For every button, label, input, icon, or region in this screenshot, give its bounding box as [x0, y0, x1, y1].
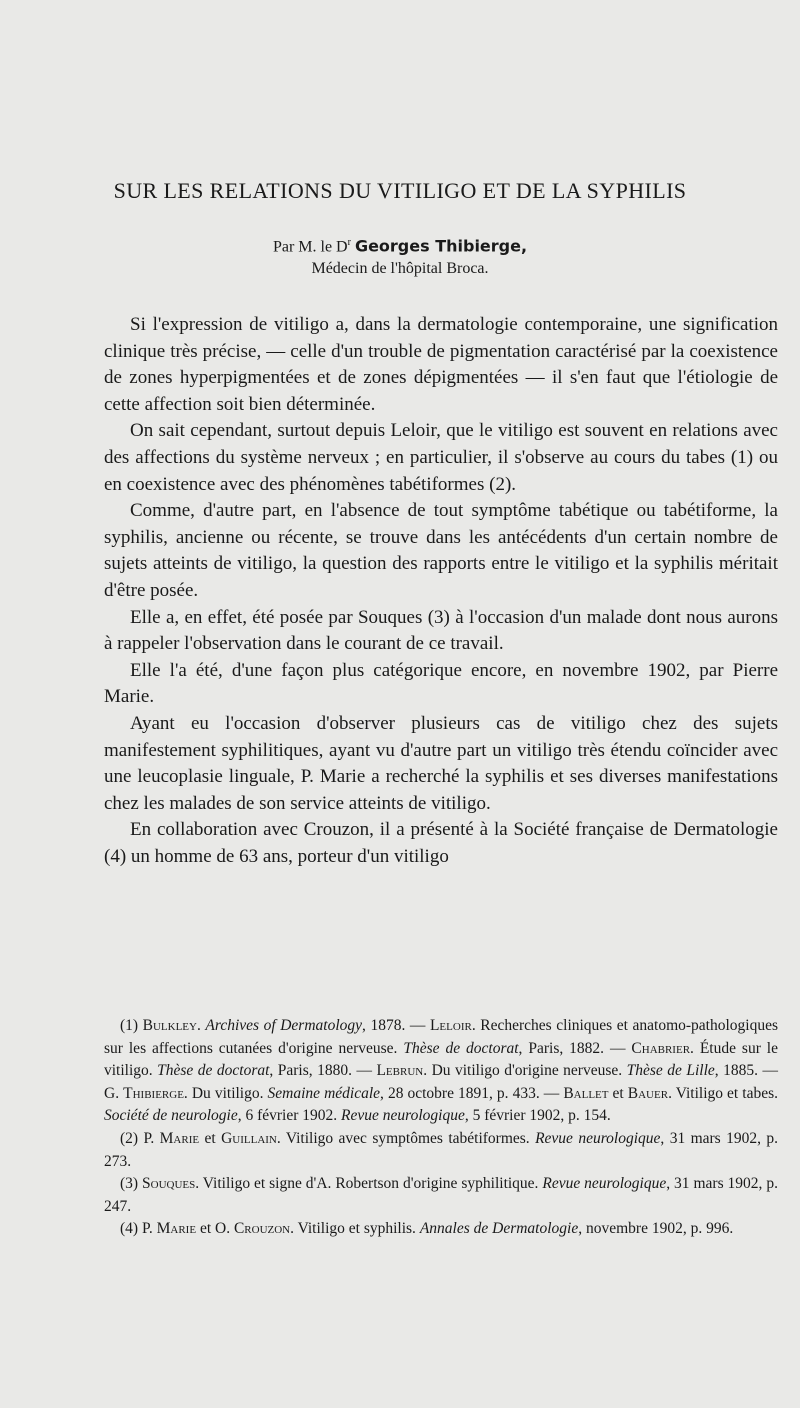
footnote-number: (1): [120, 1017, 143, 1034]
citation-author: Bulkley: [142, 1017, 197, 1034]
citation-author: Lebrun: [376, 1062, 424, 1080]
citation-source: Revue neurologique: [341, 1107, 465, 1125]
footnote-text: , 5 février 1902, p. 154.: [464, 1107, 611, 1125]
article-body: [104, 312, 778, 870]
footnote-number: (2) P.: [120, 1129, 160, 1147]
citation-author: Marie: [156, 1220, 197, 1238]
footnote-text: , Paris, 1882. —: [518, 1039, 632, 1057]
paragraph: Elle l'a été, d'une façon plus catégorique encore, en novembre 1902, par Pierre Marie.: [104, 659, 778, 708]
footnote-text: , 1878. —: [362, 1017, 430, 1034]
footnote-text: . Du vitiligo d'origine nerveuse.: [423, 1062, 627, 1080]
footnote-text: . Du vitiligo.: [183, 1084, 268, 1102]
citation-source: Annales de Dermatologie: [419, 1220, 579, 1238]
footnote-text: , 6 février 1902.: [237, 1107, 342, 1125]
citation-source: Thèse de doctorat: [157, 1062, 270, 1080]
footnote-text: , novembre 1902, p. 996.: [578, 1220, 734, 1238]
footnote-text: et O.: [196, 1220, 234, 1238]
paragraph: En collaboration avec Crouzon, il a présenté à la Société française de Dermatologie (4) un homme de 63 ans, porteur d'un vitiligo: [104, 819, 778, 867]
citation-source: Archives of Dermatology: [205, 1017, 363, 1034]
footnote-text: . Vitiligo et signe d'A. Robertson d'origine syphilitique.: [195, 1175, 543, 1193]
footnote-text: , 1885. — G.: [104, 1062, 779, 1102]
byline-prefix: Par M. le D: [272, 238, 348, 256]
footnote-3: [104, 1173, 778, 1218]
citation-source: Revue neurologique: [535, 1129, 661, 1147]
citation-author: Leloir: [429, 1017, 472, 1034]
paragraph: Comme, d'autre part, en l'absence de tout symptôme tabétique ou tabétiforme, la syphilis, ancienne ou récente, se trouve dans les antécédents d'un certain nombre de sujets atteints de vitiligo, la question des rapports entre le vitiligo et la syphilis méritait d'être posée.: [104, 500, 778, 601]
citation-author: Marie: [159, 1129, 200, 1147]
footnote-text: , 31 mars 1902, p. 247.: [104, 1175, 778, 1215]
footnote-text: et: [608, 1084, 628, 1102]
author-line: [0, 232, 800, 258]
citation-source: Thèse de doctorat: [403, 1039, 519, 1057]
footnote-text: , 31 mars 1902, p. 273.: [104, 1129, 778, 1170]
citation-author: Chabrier: [631, 1039, 691, 1057]
footnote-2: [104, 1128, 778, 1173]
citation-source: Revue neurologique: [542, 1175, 667, 1193]
citation-author: Thibierge: [123, 1084, 184, 1102]
byline-prefix-sup: r: [347, 237, 351, 248]
footnote-text: .: [196, 1017, 206, 1034]
footnote-text: , Paris, 1880. —: [269, 1062, 377, 1080]
footnote-text: . Étude sur le vitiligo.: [104, 1039, 778, 1080]
citation-source: Thèse de Lille: [626, 1062, 715, 1080]
paragraph: Elle a, en effet, été posée par Souques (3) à l'occasion d'un malade dont nous aurons à rappeler l'observation dans le courant de ce travail.: [104, 606, 778, 655]
byline: [0, 232, 800, 280]
footnote-text: . Recherches cliniques et anatomo-pathologiques sur les affections cutanées d'origine nerveuse.: [104, 1017, 779, 1057]
footnote-text: , 28 octobre 1891, p. 433. —: [380, 1084, 564, 1102]
footnote-text: . Vitiligo et syphilis.: [290, 1220, 420, 1238]
citation-source: Société de neurologie: [104, 1107, 238, 1125]
footnotes: [104, 1015, 778, 1241]
citation-source: Semaine médicale: [267, 1084, 381, 1102]
citation-author: Ballet: [563, 1084, 609, 1102]
footnote-1: [104, 1015, 778, 1128]
citation-author: Guillain: [221, 1129, 277, 1147]
author-name: Georges Thibierge,: [354, 236, 528, 256]
paragraph: Ayant eu l'occasion d'observer plusieurs cas de vitiligo chez des sujets manifestement syphilitiques, ayant vu d'autre part un vitiligo très étendu coïncider avec une leucoplasie linguale, P. Marie a recherché la syphilis et ses diverses manifestations chez les malades de son service atteints de vitiligo.: [104, 712, 778, 814]
citation-author: Souques: [142, 1175, 196, 1193]
paragraph: On sait cependant, surtout depuis Leloir, que le vitiligo est souvent en relations avec des affections du système nerveux ; en particulier, il s'observe au cours du tabes (1) ou en coexistence avec des phénomènes tabétiformes (2).: [104, 420, 778, 495]
footnote-4: [104, 1218, 778, 1241]
footnote-number: (3): [120, 1175, 143, 1193]
paragraph: Si l'expression de vitiligo a, dans la dermatologie contemporaine, une signification clinique très précise, — celle d'un trouble de pigmentation caractérisé par la coexistence de zones hyperpigmentées et de zones dépigmentées — il s'en faut que l'étiologie de cette affection soit bien déterminée.: [104, 314, 778, 415]
article-title: SUR LES RELATIONS DU VITILIGO ET DE LA SYPHILIS: [113, 178, 687, 203]
footnote-text: . Vitiligo et tabes.: [668, 1084, 778, 1102]
citation-author: Crouzon: [233, 1220, 291, 1238]
footnote-text: . Vitiligo avec symptômes tabétiformes.: [276, 1129, 536, 1147]
footnote-text: et: [199, 1129, 222, 1147]
author-role: Médecin de l'hôpital Broca.: [311, 260, 489, 278]
citation-author: Bauer: [627, 1084, 669, 1102]
footnote-number: (4) P.: [120, 1220, 157, 1238]
